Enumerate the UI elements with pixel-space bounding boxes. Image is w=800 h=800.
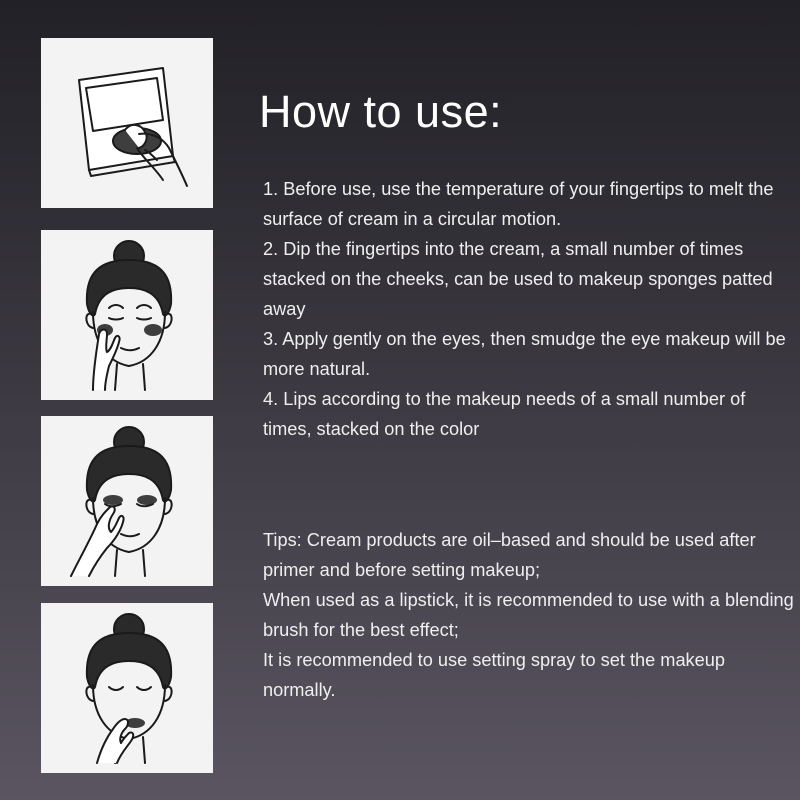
tip-3: It is recommended to use setting spray to set the makeup normally. <box>263 650 725 700</box>
tip-2: When used as a lipstick, it is recommended to use with a blending brush for the best effect; <box>263 590 794 640</box>
step-4: 4. Lips according to the makeup needs of a small number of times, stacked on the color <box>263 389 746 439</box>
eye-application-icon <box>41 416 213 586</box>
illustration-lips <box>41 603 213 773</box>
cheek-application-icon <box>41 230 213 400</box>
illustration-eye <box>41 416 213 586</box>
step-1: 1. Before use, use the temperature of your fingertips to melt the surface of cream in a circular motion. <box>263 179 774 229</box>
compact-fingertip-icon <box>41 38 213 208</box>
illustration-cheek <box>41 230 213 400</box>
tips-block <box>263 525 798 705</box>
illustration-compact <box>41 38 213 208</box>
step-3: 3. Apply gently on the eyes, then smudge the eye makeup will be more natural. <box>263 329 786 379</box>
lip-application-icon <box>41 603 213 773</box>
page-title: How to use: <box>259 86 503 137</box>
step-2: 2. Dip the fingertips into the cream, a small number of times stacked on the cheeks, can be used to makeup sponges patted away <box>263 239 773 319</box>
tip-1: Tips: Cream products are oil–based and should be used after primer and before setting makeup; <box>263 530 756 580</box>
steps-list <box>263 174 793 444</box>
